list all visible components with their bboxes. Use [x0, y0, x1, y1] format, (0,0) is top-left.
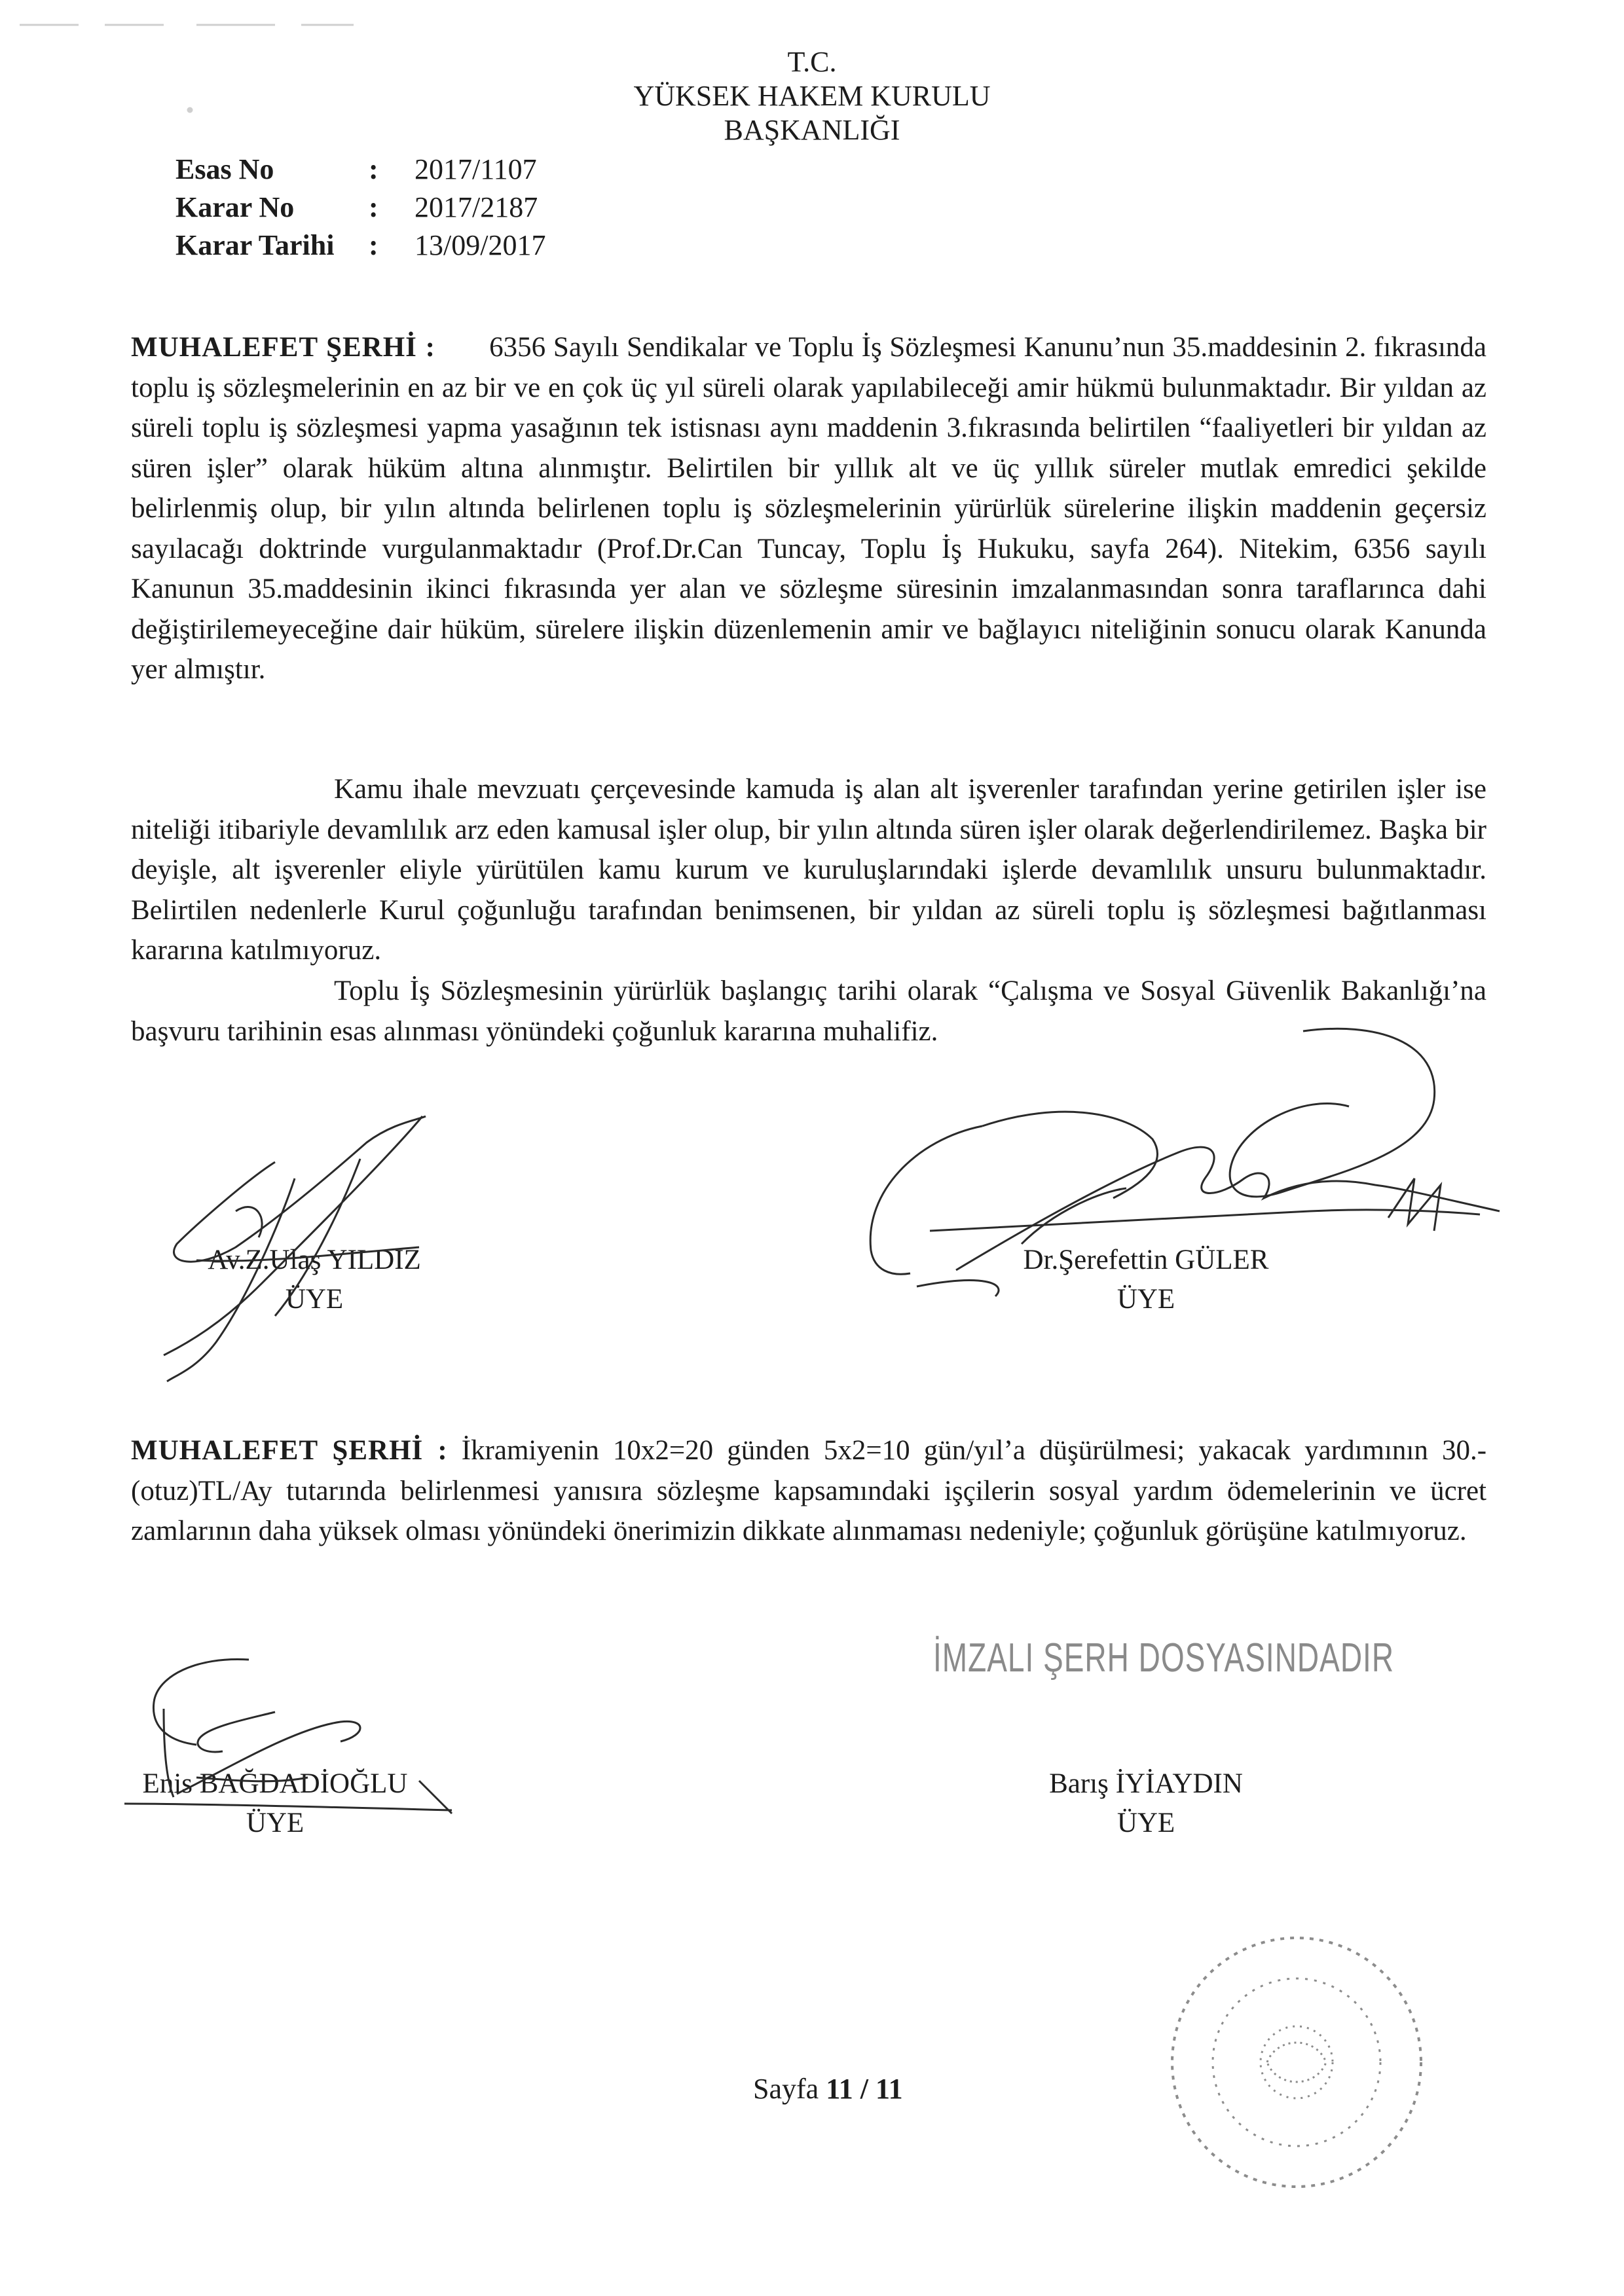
seal-stamp [1172, 1938, 1421, 2187]
dissent-1-body: 6356 Sayılı Sendikalar ve Toplu İş Sözleşmesi Kanunu’nun 35.maddesinin 2. fıkrasında toplu iş sözleşmelerinin en az bir ve en çok üç yıl süreli olarak yapılabileceği amir hükmü bulunmaktadır. Bir yıldan az süreli toplu iş sözleşmesi yapma yasağının tek istisnası aynı maddenin 3.fıkrasında belirtilen “faaliyetleri bir yıldan az süren işler” olarak hüküm altına alınmıştır. Belirtilen bir yıllık alt ve üç yıllık süreler mutlak emredici şekilde belirlenmiş olup, bir yılın altında belirlenen toplu iş sözleşmelerinin yürürlük sürelerine ilişkin maddenin geçersiz sayılacağı doktrinde vurgulanmaktadır (Prof.Dr.Can Tuncay, Toplu İş Hukuku, sayfa 264). Nitekim, 6356 sayılı Kanunun 35.maddesinin ikinci fıkrasında yer alan ve sözleşme süresinin imzalanmasından sonra taraflarınca dahi değiştirilemeyeceğine dair hüküm, sürelere ilişkin düzenlemenin amir ve bağlayıcı niteliğinin sonucu olarak Kanunda yer almıştır. [131, 332, 1486, 685]
case-info-value: 2017/2187 [415, 191, 538, 223]
signature-block-guler [950, 1241, 1342, 1319]
dissent-2-heading: MUHALEFET ŞERHİ : [131, 1435, 448, 1466]
signatory-role: ÜYE [246, 1808, 304, 1838]
case-info [175, 151, 545, 264]
page-number-prefix: Sayfa [753, 2073, 826, 2105]
signatory-role: ÜYE [1116, 1284, 1175, 1315]
case-info-row [175, 227, 545, 264]
signature-block-iyiaydin [963, 1764, 1329, 1843]
case-info-value: 13/09/2017 [415, 229, 546, 261]
signature-block-yildiz [118, 1241, 511, 1319]
page-number-current: 11 [826, 2073, 853, 2105]
dissent-2-body: İkramiyenin 10x2=20 günden 5x2=10 gün/yıl’a düşürülmesi; yakacak yardımının 30.-(otuz)TL/Ay tutarında belirlenmesi yanısıra sözleşme kapsamındaki işçilerin sosyal yardım ödemelerinin ve ücret zamlarının daha yüksek olması yönündeki önerimizin dikkate alınmaması nedeniyle; çoğunluk görüşüne katılmıyoruz. [131, 1435, 1487, 1546]
header-line-institution: YÜKSEK HAKEM KURULU [633, 80, 991, 112]
page-number [753, 2072, 903, 2105]
dissent-1-paragraph-1 [131, 327, 1486, 690]
dissent-1-paragraph-3: Toplu İş Sözleşmesinin yürürlük başlangıç tarihi olarak “Çalışma ve Sosyal Güvenlik Bakanlığı’na başvuru tarihinin esas alınması yönündeki çoğunluk kararına muhalifiz. [131, 975, 1486, 1047]
dissent-2-paragraph [131, 1430, 1486, 1552]
page-number-total: 11 [876, 2073, 903, 2105]
signatory-name: Barış İYİAYDIN [1049, 1768, 1243, 1799]
signed-annotation-stamp: İMZALI ŞERH DOSYASINDADIR [933, 1634, 1395, 1681]
signatory-name: Av.Z.Ulaş YILDIZ [208, 1245, 421, 1275]
case-info-label: Karar Tarihi [175, 229, 335, 261]
signature-block-bagdadioglu [85, 1764, 465, 1843]
case-info-label: Karar No [175, 191, 295, 223]
signatory-role: ÜYE [1116, 1808, 1175, 1838]
signatory-name: Dr.Şerefettin GÜLER [1023, 1245, 1269, 1275]
case-info-value: 2017/1107 [415, 153, 537, 185]
case-info-colon: : [369, 191, 378, 223]
header-line-tc: T.C. [787, 46, 837, 78]
signatory-role: ÜYE [285, 1284, 344, 1315]
header-line-presidency: BAŞKANLIĞI [724, 114, 900, 146]
case-info-row [175, 189, 545, 227]
dissent-1-paragraph-2: Kamu ihale mevzuatı çerçevesinde kamuda iş alan alt işverenler tarafından yerine getirilen işler ise niteliği itibariyle devamlılık arz eden kamusal işler olup, bir yılın altında süren işler olarak değerlendirilemez. Başka bir deyişle, alt işverenler eliyle yürütülen kamu kurum ve kuruluşlarındaki işlerde devamlılık unsuru bulunmaktadır. Belirtilen nedenlerle Kurul çoğunluğu tarafından benimsenen, bir yıldan az süreli toplu iş sözleşmesi bağıtlanması kararına katılmıyoruz. [131, 774, 1486, 966]
case-info-colon: : [369, 153, 378, 185]
case-info-colon: : [369, 229, 378, 261]
dissent-1-heading: MUHALEFET ŞERHİ : [131, 332, 435, 363]
case-info-label: Esas No [175, 153, 274, 185]
case-info-row [175, 151, 545, 189]
page-number-separator: / [853, 2073, 876, 2105]
signatory-name: Enis BAĞDADİOĞLU [142, 1768, 408, 1799]
